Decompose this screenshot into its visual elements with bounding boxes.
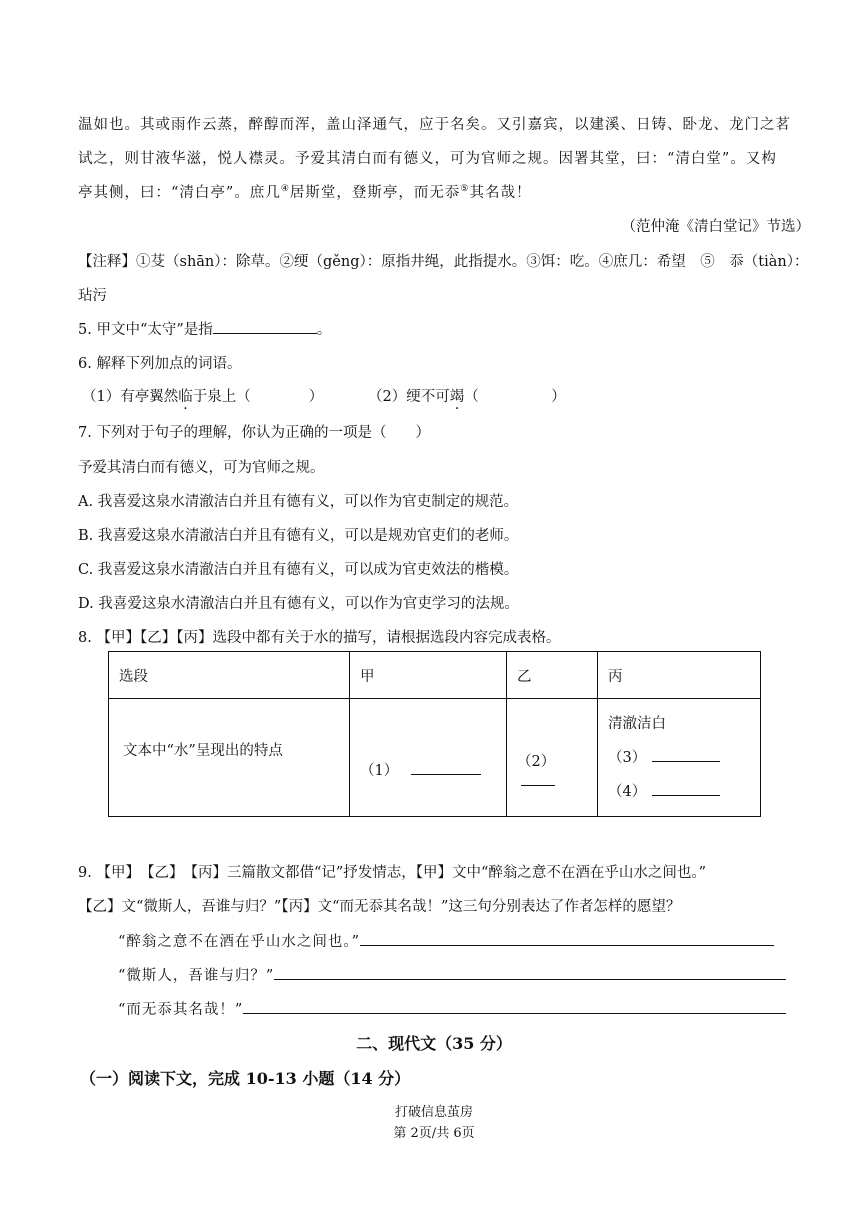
section-2-title: 二、现代文（35 分） — [356, 1034, 512, 1053]
q8-jia-label: （1） — [360, 763, 399, 779]
question-8: 8. 【甲】【乙】【丙】选段中都有关于水的描写，请根据选段内容完成表格。 — [78, 630, 561, 646]
q8-header-bing: 丙 — [598, 652, 761, 699]
q8-table-body-row — [109, 699, 761, 817]
question-9-line-1: 9. 【甲】 【乙】 【丙】三篇散文都借“记”抒发情志，【甲】文中“醉翁之意不在酒在乎山水之间也。” — [78, 865, 707, 881]
q6-item1-dotted-word: 临 — [178, 389, 193, 405]
q7-option-c[interactable]: C. 我喜爱这泉水清澈洁白并且有德有义，可以成为官吏效法的楷模。 — [78, 562, 519, 578]
q7-option-d[interactable]: D. 我喜爱这泉水清澈洁白并且有德有义，可以作为官吏学习的法规。 — [78, 596, 519, 612]
q8-header-yi: 乙 — [507, 652, 598, 699]
footnote-marker-4: ④ — [280, 184, 290, 195]
q8-table-header-row — [109, 652, 761, 699]
footer-watermark: 打破信息茧房 — [394, 1105, 473, 1120]
q8-jia-blank[interactable] — [411, 760, 481, 775]
q8-cell-yi — [507, 699, 598, 817]
passage-line-3c: 其名哉！ — [469, 185, 532, 201]
q9-answer-3-blank[interactable] — [243, 999, 786, 1014]
q6-item-2 — [368, 385, 566, 406]
passage-line-3a: 亭其侧，曰：“清白亭”。庶几 — [78, 185, 281, 201]
q7-option-a[interactable]: A. 我喜爱这泉水清澈洁白并且有德有义，可以作为官吏制定的规范。 — [78, 494, 519, 510]
passage-line-1: 温如也。其或雨作云蒸，醉醇而浑，盖山泽通气，应于名矣。又引嘉宾，以建溪、日铸、卧龙、龙门之茗 — [78, 117, 791, 133]
question-5 — [78, 318, 331, 339]
q8-table — [108, 651, 761, 817]
question-7: 7. 下列对于句子的理解，你认为正确的一项是（ ） — [78, 425, 430, 441]
passage-line-2: 试之，则甘液华滋，悦人襟灵。予爱其清白而有德义，可为官师之规。因署其堂，曰：“清白堂”。又构 — [78, 151, 777, 167]
q9-answer-1-blank[interactable] — [360, 931, 774, 946]
q9-answer-2 — [118, 964, 786, 985]
q7-option-b[interactable]: B. 我喜爱这泉水清澈洁白并且有德有义，可以是规劝官吏们的老师。 — [78, 528, 519, 544]
section-2-subtitle: （一）阅读下文，完成 10-13 小题（14 分） — [80, 1069, 411, 1088]
q5-answer-blank[interactable] — [213, 319, 317, 334]
q9-answer-2-prompt: “微斯人，吾谁与归？” — [118, 968, 275, 984]
q8-row-label-text: 文本中“水”呈现出的特点 — [123, 743, 283, 759]
q6-item2-b: （ ） — [464, 389, 566, 405]
q6-item-1 — [82, 385, 323, 406]
q6-item1-b: 于泉上（ ） — [192, 389, 324, 405]
page-number: 第 2页/共 6页 — [393, 1126, 475, 1141]
passage-line-3b: 居斯堂，登斯亭，而无忝 — [289, 185, 461, 201]
q8-bing-4-blank[interactable] — [652, 781, 720, 796]
question-6: 6. 解释下列加点的词语。 — [78, 356, 242, 372]
q8-cell-bing — [598, 699, 761, 817]
passage-line-3 — [78, 181, 531, 202]
q6-item1-a: （1）有亭翼然 — [82, 389, 179, 405]
q8-header-jia: 甲 — [350, 652, 507, 699]
notes-line-2: 玷污 — [78, 288, 107, 304]
q7-sentence: 予爱其清白而有德义，可为官师之规。 — [78, 460, 325, 476]
q8-bing-3-label: （3） — [608, 749, 647, 766]
q9-answer-1 — [118, 930, 774, 951]
footnote-marker-5: ⑤ — [460, 184, 470, 195]
question-9-line-2: 【乙】文“微斯人，吾谁与归？”【丙】文“而无忝其名哉！”这三句分别表达了作者怎样的愿望？ — [78, 899, 681, 915]
q5-suffix: 。 — [316, 322, 332, 338]
q9-answer-3-prompt: “而无忝其名哉！” — [118, 1002, 244, 1018]
q8-header-section: 选段 — [109, 652, 350, 699]
passage-source: （范仲淹《清白堂记》节选） — [621, 219, 810, 235]
q8-cell-jia — [350, 699, 507, 817]
q6-item2-dotted-word: 竭 — [449, 389, 465, 405]
q8-bing-3-blank[interactable] — [652, 747, 720, 762]
q6-item2-a: （2）绠不可 — [368, 389, 450, 405]
q8-yi-label: （2） — [517, 753, 556, 770]
notes-line-1: 【注释】①芟（shān）：除草。②绠（gěng）：原指井绳，此指提水。③饵：吃。④庶几：希望 ⑤ 忝（tiàn）： — [78, 254, 809, 270]
q5-prefix: 5. 甲文中“太守”是指 — [78, 322, 213, 338]
q9-answer-3 — [118, 998, 786, 1019]
q8-bing-given: 清澈洁白 — [608, 715, 666, 732]
q9-answer-2-blank[interactable] — [274, 965, 786, 980]
q9-answer-1-prompt: “醉翁之意不在酒在乎山水之间也。” — [118, 934, 361, 950]
q8-bing-4-label: （4） — [608, 783, 647, 800]
q8-yi-blank[interactable] — [521, 771, 555, 786]
q8-row-label — [109, 699, 350, 817]
